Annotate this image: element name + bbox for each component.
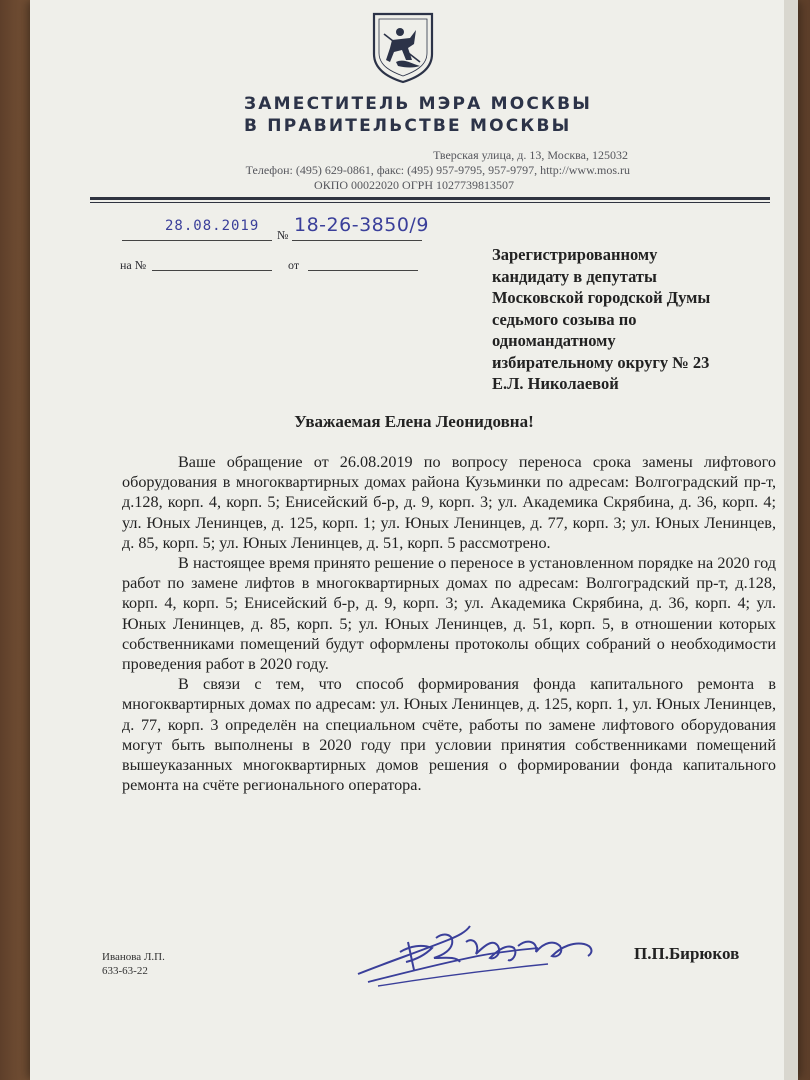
body-paragraph: В связи с тем, что способ формирования фонда капитального ремонта в многоквартирных домах по адресам: ул. Юных Ленинцев, д. 125, корп. 1, ул. Юных Ленинцев, д. 77, корп. 3 определён на специальном счёте, работы по замене лифтового оборудования могут быть выполнены в 2020 году при условии принятия собственниками помещений вышеуказанных многоквартирных домов решения о формировании фонда капитального ремонта на счёте регионального оператора. bbox=[122, 675, 776, 795]
executor-phone: 633-63-22 bbox=[102, 965, 148, 977]
header-divider-thick bbox=[90, 197, 770, 200]
handwritten-signature bbox=[348, 912, 608, 992]
reply-to-number-line bbox=[152, 270, 272, 271]
registration-number: 18-26-3850/9 bbox=[294, 214, 429, 236]
body-paragraph: Ваше обращение от 26.08.2019 по вопросу переноса срока замены лифтового оборудования в многоквартирных домах района Кузьминки по адресам: Волгоградский пр-т, д.128, корп. 4, корп. 5; Енисейский б-р, д. 9, корп. 3; ул. Академика Скрябина, д. 36, корп. 4; ул. Юных Ленинцев, д. 125, корп. 1; ул. Юных Ленинцев, д. 77, корп. 3; ул. Юных Ленинцев, д. 85, корп. 5; ул. Юных Ленинцев, д. 51, корп. 5 рассмотрено. bbox=[122, 453, 776, 552]
executor-name: Иванова Л.П. bbox=[102, 951, 165, 963]
recipient-line: Е.Л. Николаевой bbox=[492, 374, 619, 393]
date-underline bbox=[122, 240, 272, 241]
body-paragraph: В настоящее время принято решение о переносе в установленном порядке на 2020 год работ по замене лифтов в многоквартирных домах по адресам: Волгоградский пр-т, д.128, корп. 4, корп. 5; Енисейский б-р, д. 9, корп. 3; ул. Академика Скрябина, д. 36, корп. 4; ул. Юных Ленинцев, д. 85, корп. 5; ул. Юных Ленинцев, д. 51, корп. 5, в отношении которых собственниками помещений будут оформлены протоколы общих собраний о необходимости проведения работ в 2020 году. bbox=[122, 554, 776, 674]
reply-to-number-label: на № bbox=[120, 258, 147, 272]
reply-to-date-line bbox=[308, 270, 418, 271]
executor-info bbox=[102, 950, 165, 978]
letter-body bbox=[122, 452, 776, 795]
recipient-block bbox=[492, 244, 792, 395]
recipient-line: кандидату в депутаты bbox=[492, 266, 657, 286]
recipient-line: седьмого созыва по bbox=[492, 309, 637, 329]
greeting: Уважаемая Елена Леонидовна! bbox=[294, 412, 534, 431]
underlying-page-edge bbox=[784, 0, 798, 1080]
signer-name: П.П.Бирюков bbox=[634, 944, 740, 963]
registry-codes: ОКПО 00022020 ОГРН 1027739813507 bbox=[314, 178, 514, 192]
org-title-line2: В ПРАВИТЕЛЬСТВЕ МОСКВЫ bbox=[244, 116, 572, 136]
address-line1: Тверская улица, д. 13, Москва, 125032 bbox=[433, 148, 628, 162]
reply-to-date-label: от bbox=[288, 258, 300, 272]
letter-page bbox=[30, 0, 798, 1080]
org-title-line1: ЗАМЕСТИТЕЛЬ МЭРА МОСКВЫ bbox=[244, 94, 593, 114]
header-divider-thin bbox=[90, 202, 770, 203]
moscow-coat-of-arms-icon bbox=[370, 10, 436, 84]
recipient-line: одномандатному bbox=[492, 331, 616, 350]
contact-line: Телефон: (495) 629-0861, факс: (495) 957-9795, 957-9797, http://www.mos.ru bbox=[245, 163, 630, 177]
registration-date: 28.08.2019 bbox=[165, 218, 260, 234]
recipient-line: Московской городской Думы bbox=[492, 288, 711, 307]
number-sign: № bbox=[277, 228, 289, 242]
recipient-line: Зарегистрированному bbox=[492, 245, 658, 264]
number-underline bbox=[292, 240, 422, 241]
recipient-line: избирательному округу № 23 bbox=[492, 352, 710, 372]
